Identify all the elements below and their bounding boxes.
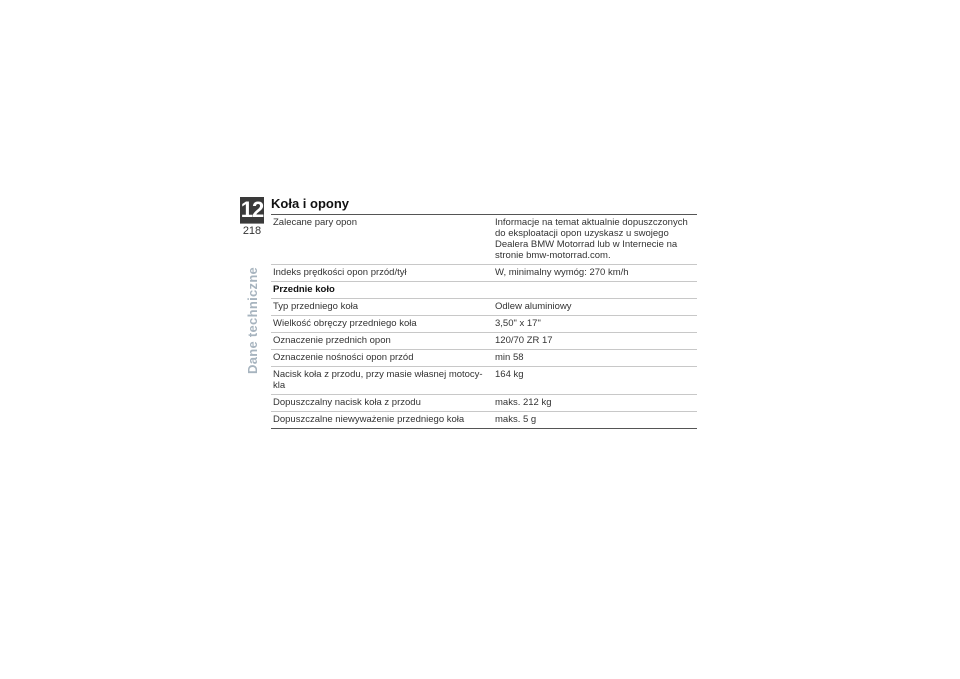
row-value: 164 kg (493, 367, 697, 395)
chapter-number: 12 (240, 197, 264, 222)
table-row (271, 215, 697, 265)
row-label: Typ przedniego koła (271, 299, 493, 316)
row-label: Zalecane pary opon (271, 215, 493, 265)
group-heading-row (271, 282, 697, 299)
row-label: Oznaczenie nośności opon przód (271, 350, 493, 367)
table-row (271, 395, 697, 412)
chapter-side-tab (240, 238, 264, 374)
row-value: min 58 (493, 350, 697, 367)
row-label: Nacisk koła z przodu, przy masie własnej motocy-kla (271, 367, 493, 395)
chapter-side-label: Dane techniczne (245, 266, 260, 374)
spec-table (271, 214, 697, 429)
table-row (271, 333, 697, 350)
row-value: Informacje na temat aktualnie dopuszczonych do eksploatacji opon uzyskasz u swojego Dealera BMW Motorrad lub w Internecie na stronie bmw-motorrad.com. (493, 215, 697, 265)
row-label: Indeks prędkości opon przód/tył (271, 265, 493, 282)
row-label: Oznaczenie przednich opon (271, 333, 493, 350)
page-number-divider (240, 223, 264, 224)
group-heading: Przednie koło (271, 282, 697, 299)
row-value: maks. 5 g (493, 412, 697, 429)
table-row (271, 316, 697, 333)
row-value: 3,50" x 17" (493, 316, 697, 333)
page-number: 218 (242, 225, 262, 237)
row-value: Odlew aluminiowy (493, 299, 697, 316)
table-row (271, 367, 697, 395)
row-value: W, minimalny wymóg: 270 km/h (493, 265, 697, 282)
row-value: 120/70 ZR 17 (493, 333, 697, 350)
table-row (271, 412, 697, 429)
table-row (271, 350, 697, 367)
section-title: Koła i opony (271, 196, 349, 211)
table-row (271, 299, 697, 316)
row-value: maks. 212 kg (493, 395, 697, 412)
table-row (271, 265, 697, 282)
row-label: Dopuszczalne niewyważenie przedniego koła (271, 412, 493, 429)
row-label: Wielkość obręczy przedniego koła (271, 316, 493, 333)
row-label: Dopuszczalny nacisk koła z przodu (271, 395, 493, 412)
